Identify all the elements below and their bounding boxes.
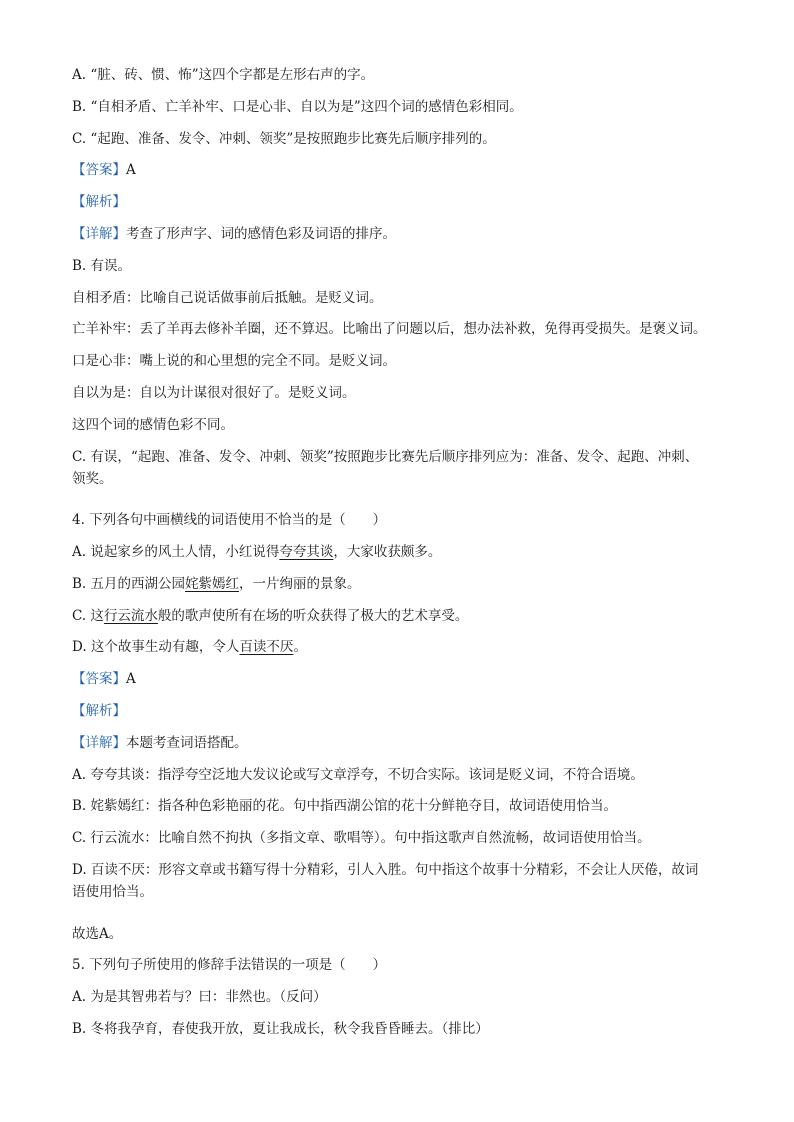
- q4-option-b: [72, 573, 754, 605]
- q4-explain-d-line-2: 语使用恰当。: [72, 883, 153, 900]
- q4a-suffix: ，大家收获颇多。: [333, 543, 442, 560]
- q4-answer-tag: 【答案】: [72, 671, 126, 688]
- q4-explain-a: A. 夸夸其谈：指浮夸空泛地大发议论或写文章浮夸，不切合实际。该词是贬义词，不符合语境。: [72, 766, 644, 783]
- explain-c-line-1: C. 有误，“起跑、准备、发令、冲刺、领奖”按照跑步比赛先后顺序排列应为：准备、发令、起跑、冲刺、: [72, 448, 699, 465]
- q4b-prefix: B. 五月的西湖公园: [72, 575, 186, 592]
- q4-detail-text: 本题考查词语搭配。: [126, 734, 248, 751]
- option-c-line: C. “起跑、准备、发令、冲刺、领奖”是按照跑步比赛先后顺序排列的。: [72, 130, 496, 147]
- q4d-suffix: 。: [293, 639, 307, 656]
- q5-option-a: A. 为是其智弗若与？曰：非然也。（反问）: [72, 989, 327, 1006]
- q4c-underlined: 行云流水: [103, 607, 158, 624]
- q4-answer-text: A: [126, 671, 136, 688]
- q4-explain-d-line-1: D. 百读不厌：形容文章或书籍写得十分精彩，引人入胜。句中指这个故事十分精彩，不会让人厌倦，故词: [72, 861, 699, 878]
- q4-answer-line: [72, 668, 754, 700]
- q4-explain-b: B. 姹紫嫣红：指各种色彩艳丽的花。句中指西湖公馆的花十分鲜艳夺目，故词语使用恰当。: [72, 798, 618, 815]
- answer-line: [72, 159, 754, 191]
- q4-detail-tag: 【详解】: [72, 734, 126, 751]
- question-5: 5. 下列句子所使用的修辞手法错误的一项是（ ）: [72, 957, 387, 974]
- q4-analysis-tag: 【解析】: [72, 702, 126, 719]
- question-4: 4. 下列各句中画横线的词语使用不恰当的是（ ）: [72, 512, 387, 529]
- q4-option-d: [72, 636, 754, 668]
- q4-selection: 故选A。: [72, 925, 123, 942]
- explain-zixiangmaodun: 自相矛盾：比喻自己说话做事前后抵触。是贬义词。: [72, 289, 383, 306]
- q4-option-a: [72, 541, 754, 573]
- q4-analysis-line: [72, 700, 754, 732]
- q4d-prefix: D. 这个故事生动有趣，令人: [72, 639, 240, 656]
- q4-detail-line: [72, 732, 754, 764]
- q4c-prefix: C. 这: [72, 607, 104, 624]
- analysis-tag: 【解析】: [72, 194, 126, 211]
- explain-b-conclusion: 这四个词的感情色彩不同。: [72, 416, 234, 433]
- explain-koushixinfei: 口是心非：嘴上说的和心里想的完全不同。是贬义词。: [72, 353, 396, 370]
- option-a-line: A. “脏、砖、惯、怖”这四个字都是左形右声的字。: [72, 67, 375, 83]
- q4c-suffix: 般的歌声使所有在场的听众获得了极大的艺术享受。: [157, 607, 469, 624]
- option-b-line: B. “自相矛盾、亡羊补牢、口是心非、自以为是”这四个词的感情色彩相同。: [72, 98, 523, 115]
- q4d-underlined: 百读不厌: [239, 639, 294, 656]
- q4b-underlined: 姹紫嫣红: [185, 575, 240, 592]
- q4b-suffix: ，一片绚丽的景象。: [239, 575, 361, 592]
- detail-tag: 【详解】: [72, 225, 126, 242]
- q4-explain-c: C. 行云流水：比喻自然不拘执（多指文章、歌唱等）。句中指这歌声自然流畅，故词语使用恰当。: [72, 830, 651, 847]
- q4a-underlined: 夸夸其谈: [279, 543, 334, 560]
- answer-tag: 【答案】: [72, 162, 126, 179]
- explain-ziyiweishi: 自以为是：自以为计谋很对很好了。是贬义词。: [72, 384, 356, 401]
- detail-text: 考查了形声字、词的感情色彩及词语的排序。: [126, 225, 396, 242]
- detail-line: [72, 223, 754, 255]
- q4a-prefix: A. 说起家乡的风土人情，小红说得: [72, 543, 280, 560]
- answer-text: A: [126, 162, 136, 179]
- explain-wangyangbulao: 亡羊补牢：丢了羊再去修补羊圈，还不算迟。比喻出了问题以后，想办法补救，免得再受损失。是褒义词。: [72, 321, 707, 338]
- explain-b-header: B. 有误。: [72, 257, 132, 274]
- q5-option-b: B. 冬将我孕育，春使我开放，夏让我成长，秋令我昏昏睡去。（排比）: [72, 1020, 489, 1037]
- analysis-line: [72, 191, 754, 223]
- q4-option-c: [72, 605, 754, 637]
- explain-c-line-2: 领奖。: [72, 470, 113, 487]
